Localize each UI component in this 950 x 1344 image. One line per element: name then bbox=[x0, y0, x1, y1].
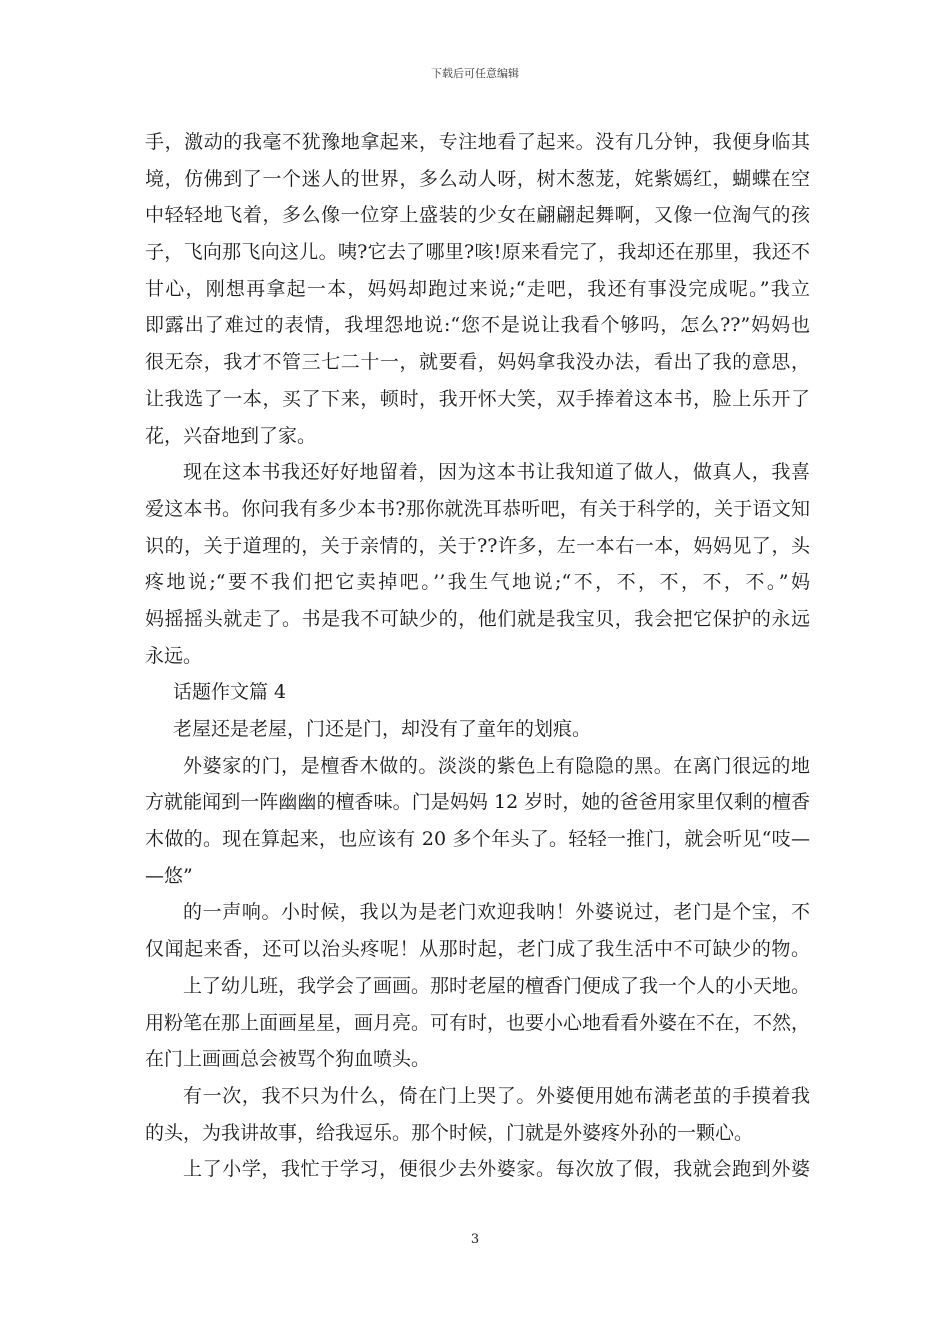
paragraph-start-line: 有一次，我不只为什么，倚在门上哭了。外婆便用她布满老茧的手摸着我 bbox=[183, 1084, 810, 1107]
paragraph-start-line: 现在这本书我还好好地留着，因为这本书让我知道了做人，做真人，我喜 bbox=[183, 461, 810, 484]
text-line: 疼地说;“要不我们把它卖掉吧。’’我生气地说;“不，不，不，不，不。”妈 bbox=[145, 571, 810, 594]
text-line: 识的，关于道理的，关于亲情的，关于??许多，左一本右一本，妈妈见了，头 bbox=[145, 534, 810, 557]
text-line: 让我选了一本，买了下来，顿时，我开怀大笑，双手捧着这本书，脸上乐开了 bbox=[145, 387, 810, 410]
page-number: 3 bbox=[470, 1232, 480, 1247]
text-line: 很无奈，我才不管三七二十一，就要看，妈妈拿我没办法，看出了我的意思， bbox=[145, 351, 810, 374]
text-line: 境，仿佛到了一个迷人的世界，多么动人呀，树木葱茏，姹紫嫣红，蝴蝶在空 bbox=[145, 167, 810, 190]
section-heading: 话题作文篇 4 bbox=[173, 681, 287, 704]
text-line: 即露出了难过的表情，我埋怨地说:“您不是说让我看个够吗，怎么??”妈妈也 bbox=[145, 314, 810, 337]
paragraph-start-line: 老屋还是老屋，门还是门，却没有了童年的划痕。 bbox=[173, 718, 592, 740]
page-header: 下载后可任意编辑 bbox=[431, 67, 519, 80]
text-line: 永远。 bbox=[145, 644, 203, 667]
paragraph-start-line: 外婆家的门，是檀香木做的。淡淡的紫色上有隐隐的黑。在离门很远的地 bbox=[183, 754, 810, 777]
text-line: 甘心，刚想再拿起一本，妈妈却跑过来说;“走吧，我还有事没完成呢。”我立 bbox=[145, 277, 810, 300]
text-line: 中轻轻地飞着，多么像一位穿上盛装的少女在翩翩起舞啊，又像一位淘气的孩 bbox=[145, 204, 810, 227]
paragraph-start-line: 的一声响。小时候，我以为是老门欢迎我呐！外婆说过，老门是个宝，不 bbox=[183, 901, 810, 924]
text-line: 仅闻起来香，还可以治头疼呢！从那时起，老门成了我生活中不可缺少的物。 bbox=[145, 938, 810, 961]
text-line: 手，激动的我毫不犹豫地拿起来，专注地看了起来。没有几分钟，我便身临其 bbox=[145, 131, 810, 153]
text-line: 爱这本书。你问我有多少本书?那你就洗耳恭听吧，有关于科学的，关于语文知 bbox=[145, 497, 810, 520]
text-line: 花，兴奋地到了家。 bbox=[145, 424, 317, 447]
paragraph-start-line: 上了小学，我忙于学习，便很少去外婆家。每次放了假，我就会跑到外婆 bbox=[183, 1158, 810, 1181]
text-line: 的头，为我讲故事，给我逗乐。那个时候，门就是外婆疼外孙的一颗心。 bbox=[145, 1121, 754, 1144]
text-line: 在门上画画总会被骂个狗血喷头。 bbox=[145, 1048, 431, 1071]
text-line: 妈摇摇头就走了。书是我不可缺少的，他们就是我宝贝，我会把它保护的永远 bbox=[145, 607, 810, 630]
document-body bbox=[145, 124, 810, 1188]
paragraph-start-line: 上了幼儿班，我学会了画画。那时老屋的檀香门便成了我一个人的小天地。 bbox=[183, 974, 810, 997]
text-line: 木做的。现在算起来，也应该有 20 多个年头了。轻轻一推门，就会听见“吱— bbox=[145, 828, 810, 851]
text-line: 用粉笔在那上面画星星，画月亮。可有时，也要小心地看看外婆在不在，不然， bbox=[145, 1011, 810, 1034]
text-line: —悠” bbox=[145, 864, 193, 887]
text-line: 方就能闻到一阵幽幽的檀香味。门是妈妈 12 岁时，她的爸爸用家里仅剩的檀香 bbox=[145, 791, 810, 814]
text-line: 子，飞向那飞向这儿。咦?它去了哪里?咳!原来看完了，我却还在那里，我还不 bbox=[145, 241, 810, 264]
